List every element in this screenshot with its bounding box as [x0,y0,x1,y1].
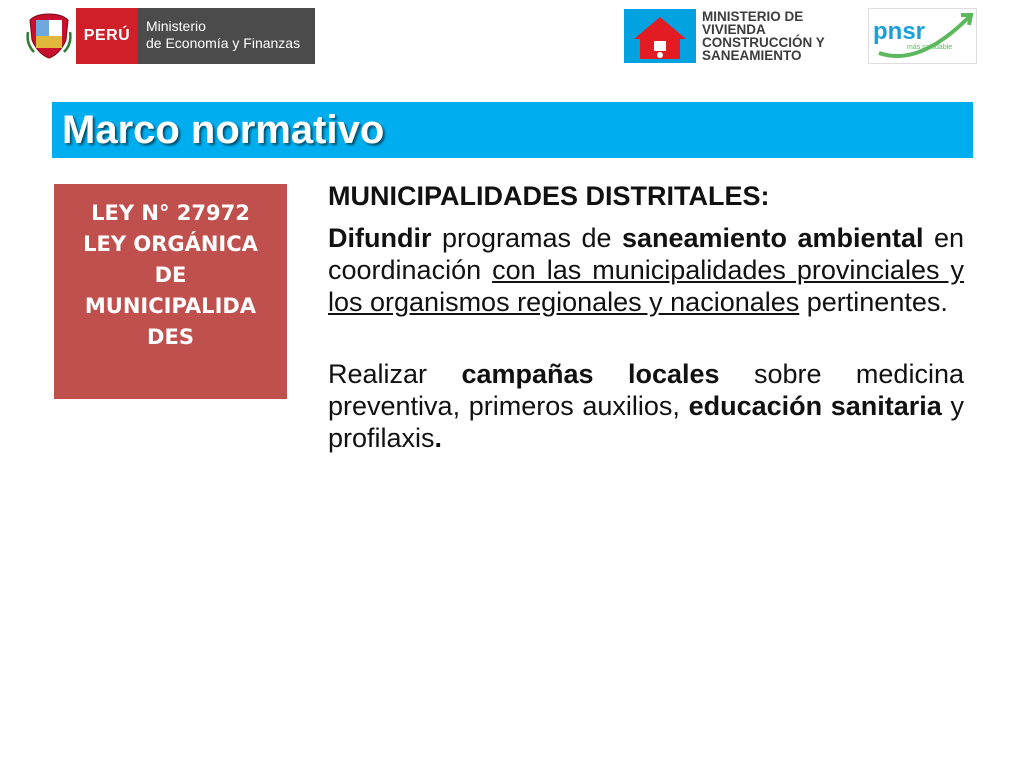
section-heading: MUNICIPALIDADES DISTRITALES: [328,181,770,211]
peru-label: PERÚ [76,8,138,64]
pnsr-logo [868,8,977,64]
ministry-name: Ministerio de Economía y Finanzas [138,8,315,64]
title-bar [52,102,973,158]
vivienda-text: MINISTERIO DE VIVIENDA CONSTRUCCIÓN Y SANEAMIENTO [702,9,825,63]
content-block [328,180,964,454]
law-box [54,184,287,399]
paragraph-realizar: Realizar campañas locales sobre medicina preventiva, primeros auxilios, educación sanitaria y profilaxis. [328,359,964,453]
mef-logo [76,8,315,64]
law-line: MUNICIPALIDA [84,294,257,318]
pnsr-tagline: más saludable [907,44,953,51]
pnsr-arc-icon [869,9,976,63]
law-line: DES [147,325,194,349]
pnsr-label: pnsr [873,18,926,45]
paragraph-difundir: Difundir programas de saneamiento ambiental en coordinación con las municipalidades provinciales y los organismos regionales y nacionales pertinentes. [328,223,964,317]
house-icon [624,9,696,63]
peru-coat-of-arms-icon [26,10,72,60]
vivienda-logo [624,8,856,64]
law-line: DE [154,263,187,287]
law-line: LEY ORGÁNICA [83,232,258,256]
page-title: Marco normativo [62,108,385,152]
law-line: LEY N° 27972 [91,201,250,225]
